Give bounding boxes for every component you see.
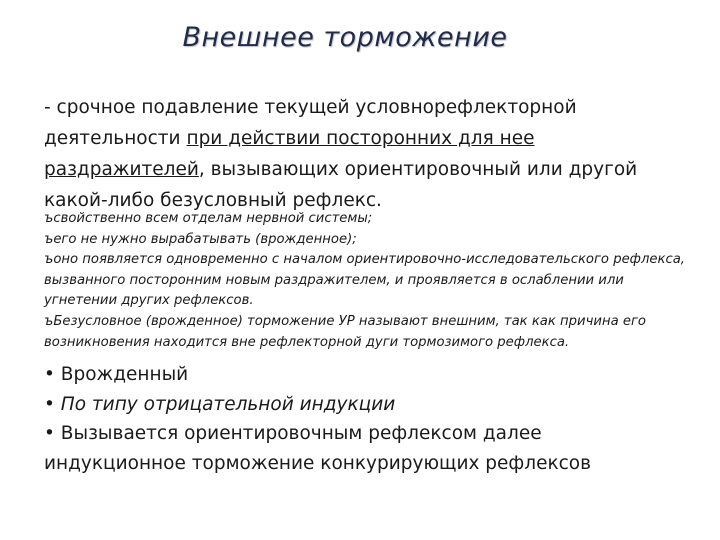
bullet-item-negative-induction: • По типу отрицательной индукции	[44, 393, 396, 415]
definition-text-end: , вызывающих ориентировочный или другой какой-либо безусловный рефлекс.	[44, 159, 638, 211]
slide-title: Внешнее торможение	[182, 22, 508, 53]
bullet-item-orienting-reflex: • Вызывается ориентировочным рефлексом далее индукционное торможение конкурирующих рефлексов	[44, 423, 592, 474]
note-item: ъсвойственно всем отделам нервной системы;	[44, 211, 373, 226]
bullet-item-congenital: • Врожденный	[44, 364, 189, 385]
note-item: ъоно появляется одновременно с началом ориентировочно-исследовательского рефлекса, вызванного посторонним новым раздражителем, и проявляется в ослаблении или угнетении других рефлексов.	[44, 252, 685, 309]
note-item: ъБезусловное (врожденное) торможение УР называют внешним, так как причина его возникновения находится вне рефлекторной дуги тормозимого рефлекса.	[44, 313, 646, 350]
definition-text-start: - срочное подавление текущей условнорефлекторной деятельности	[44, 97, 577, 149]
notes-list	[44, 209, 694, 353]
bullet-list	[44, 360, 684, 478]
definition-paragraph	[44, 92, 684, 216]
definition-underlined-text: при действии посторонних для нее раздражителей	[44, 128, 535, 180]
note-item: ъего не нужно вырабатывать (врожденное);	[44, 231, 357, 247]
